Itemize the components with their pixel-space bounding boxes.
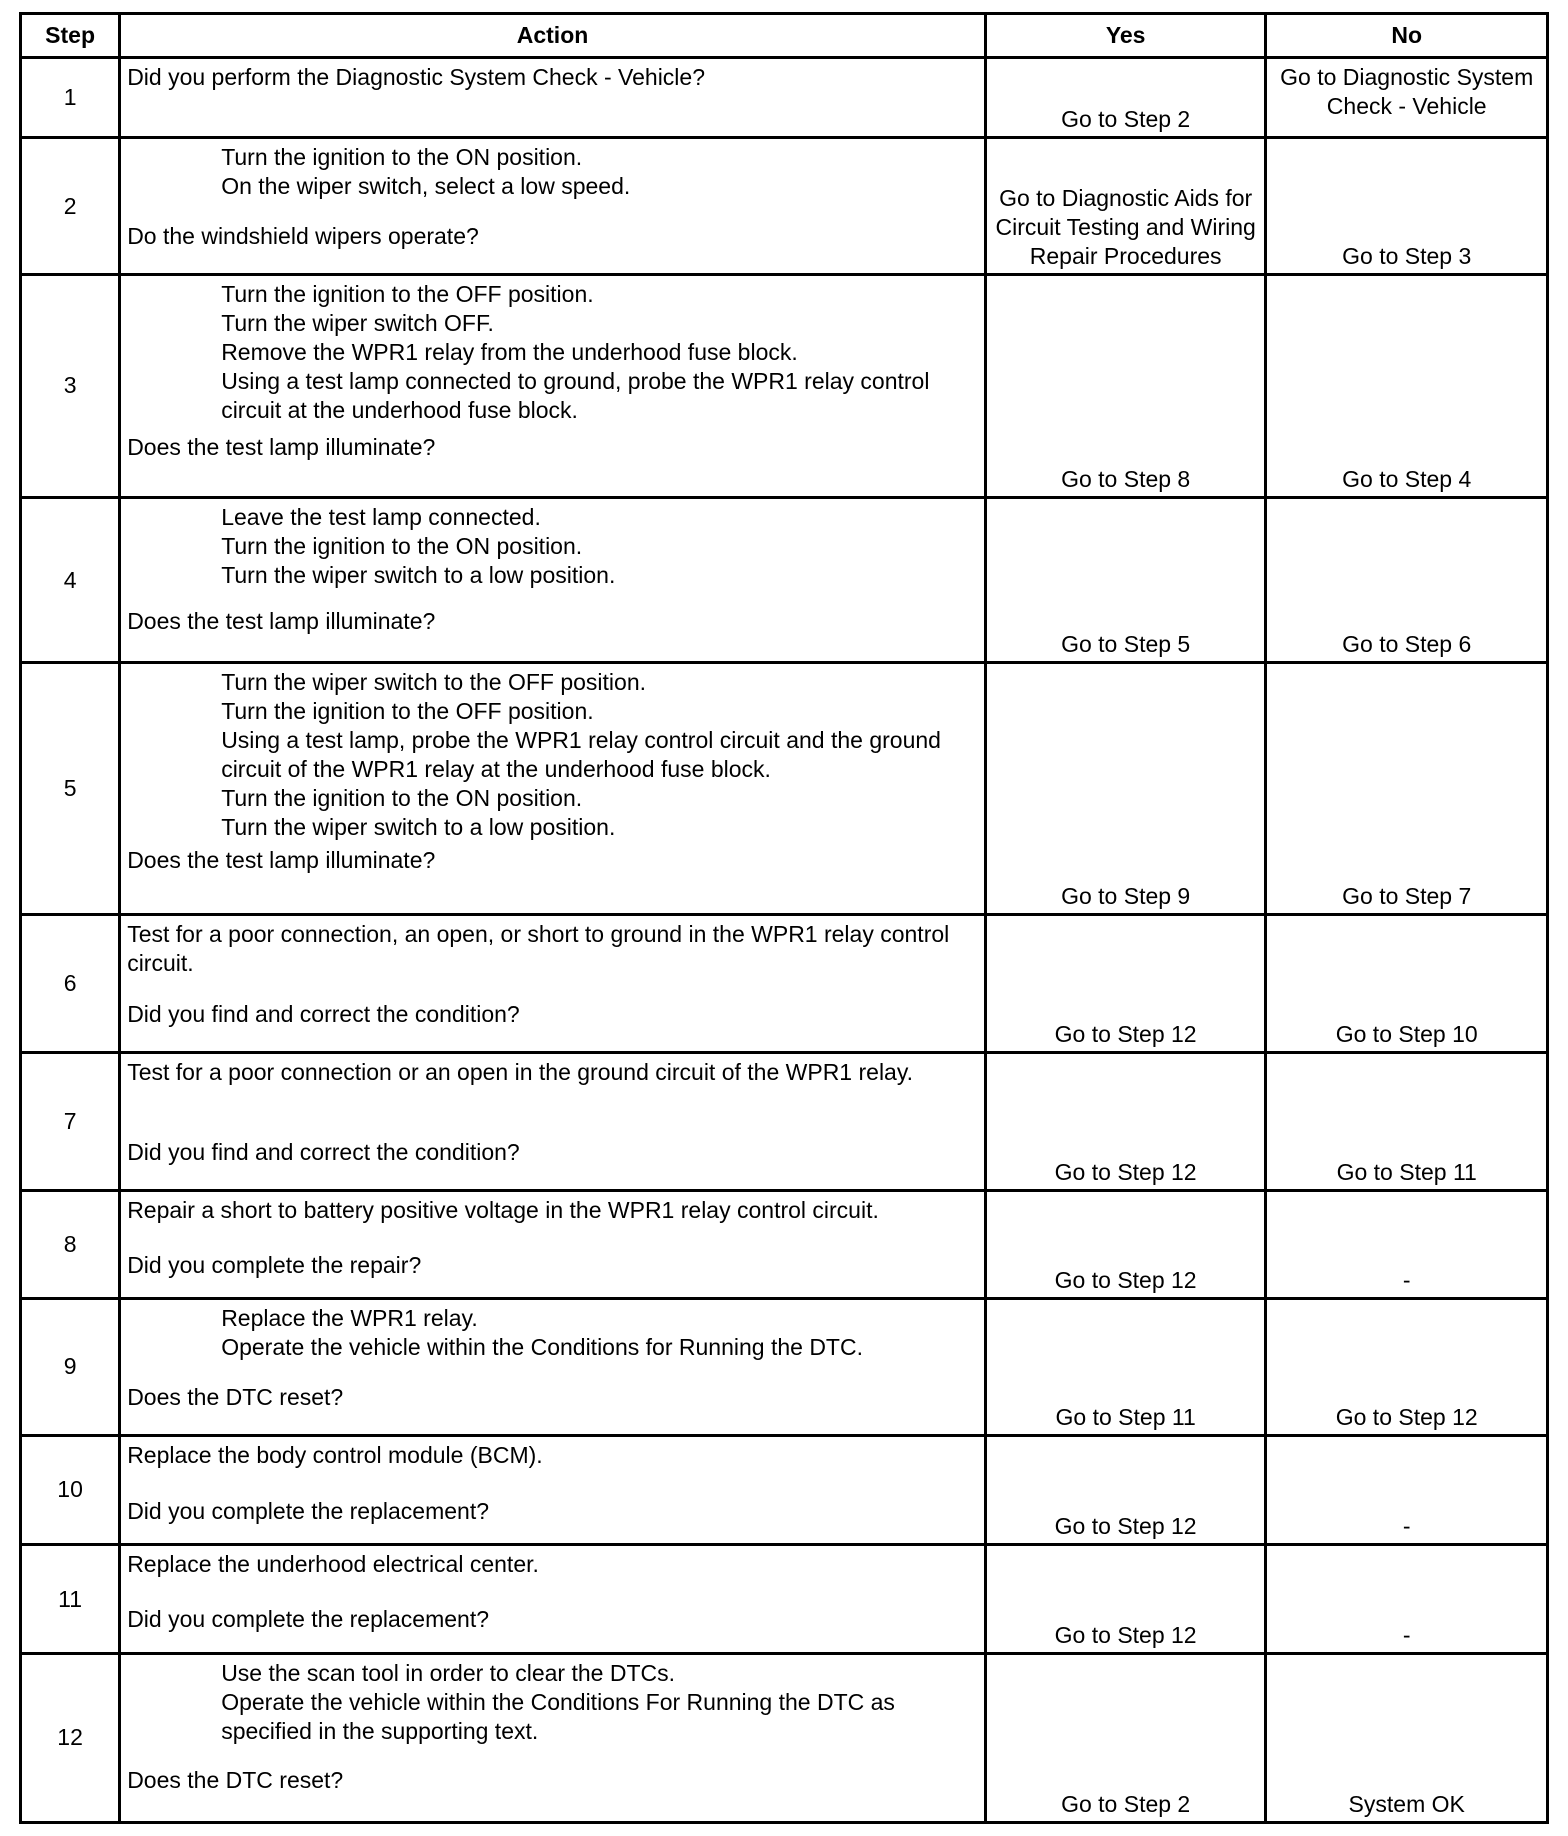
action-instruction: Turn the wiper switch OFF. [221,309,494,336]
step-number: 9 [21,1299,120,1435]
action-instruction: Turn the ignition to the ON position. [221,785,583,812]
table-row [21,1545,1548,1653]
yes-result: Go to Step 12 [985,1435,1266,1545]
action-question: Does the test lamp illuminate? [127,607,436,634]
action-question: Did you perform the Diagnostic System Check - Vehicle? [127,64,705,90]
action-instruction: Turn the ignition to the ON position. [221,144,583,171]
action-cell [120,1435,986,1545]
table-row [21,663,1548,915]
yes-result: Go to Step 12 [985,1190,1266,1298]
step-number: 2 [21,138,120,274]
step-number: 1 [21,58,120,138]
action-cell [120,1299,986,1435]
diagnostic-table [19,12,1549,1824]
header-yes: Yes [985,14,1266,58]
no-result: Go to Step 10 [1266,915,1548,1053]
header-row [21,14,1548,58]
action-instruction: Test for a poor connection or an open in the ground circuit of the WPR1 relay. [127,1059,914,1086]
action-instruction: Turn the ignition to the OFF position. [221,698,594,725]
no-result: Go to Step 7 [1266,663,1548,915]
yes-result: Go to Step 12 [985,1053,1266,1191]
action-instruction: On the wiper switch, select a low speed. [221,173,631,200]
action-instruction: Turn the wiper switch to a low position. [221,561,616,588]
action-instruction: Use the scan tool in order to clear the DTCs. [221,1659,675,1686]
table-body [21,58,1548,1823]
action-instructions [221,503,974,590]
action-instruction: Leave the test lamp connected. [221,503,541,530]
action-instruction: Turn the wiper switch to the OFF position. [221,669,647,696]
action-cell [120,915,986,1053]
no-result: - [1266,1435,1548,1545]
action-cell [120,497,986,663]
step-number: 5 [21,663,120,915]
yes-result: Go to Step 5 [985,497,1266,663]
action-question: Did you complete the replacement? [127,1606,489,1633]
action-question: Did you find and correct the condition? [127,1139,520,1166]
action-instructions [221,1659,974,1746]
yes-result: Go to Step 12 [985,1545,1266,1653]
action-cell [120,1053,986,1191]
no-result: - [1266,1545,1548,1653]
action-instruction: Turn the ignition to the OFF position. [221,280,594,307]
action-cell [120,274,986,497]
yes-result: Go to Step 12 [985,915,1266,1053]
action-question: Does the test lamp illuminate? [127,433,436,460]
no-result: System OK [1266,1653,1548,1822]
header-no: No [1266,14,1548,58]
table-row [21,138,1548,274]
action-instruction: Replace the body control module (BCM). [127,1441,543,1468]
table-row [21,1653,1548,1822]
action-instruction: Test for a poor connection, an open, or short to ground in the WPR1 relay control circuit. [127,921,950,977]
action-instructions [221,143,974,201]
action-cell [120,1190,986,1298]
action-instruction: Using a test lamp, probe the WPR1 relay control circuit and the ground circuit of the WPR1 relay at the underhood fuse block. [221,727,941,783]
table-row [21,274,1548,497]
yes-result: Go to Step 8 [985,274,1266,497]
action-cell [120,663,986,915]
action-question: Did you complete the repair? [127,1251,422,1278]
table-row [21,497,1548,663]
step-number: 3 [21,274,120,497]
action-cell [120,58,986,138]
action-question: Did you complete the replacement? [127,1497,489,1524]
yes-result: Go to Step 2 [985,1653,1266,1822]
action-question: Does the test lamp illuminate? [127,847,436,874]
step-number: 12 [21,1653,120,1822]
no-result: Go to Step 11 [1266,1053,1548,1191]
action-instruction: Remove the WPR1 relay from the underhood fuse block. [221,338,798,365]
no-result: Go to Step 6 [1266,497,1548,663]
yes-result: Go to Step 9 [985,663,1266,915]
header-action: Action [120,14,986,58]
no-result: Go to Diagnostic System Check - Vehicle [1266,58,1548,138]
table-row [21,915,1548,1053]
action-instruction: Turn the wiper switch to a low position. [221,814,616,841]
yes-result: Go to Diagnostic Aids for Circuit Testing and Wiring Repair Procedures [985,138,1266,274]
action-instruction: Replace the underhood electrical center. [127,1551,539,1578]
action-instruction: Replace the WPR1 relay. [221,1305,478,1332]
no-result: Go to Step 12 [1266,1299,1548,1435]
step-number: 4 [21,497,120,663]
action-instructions [221,668,974,842]
action-instructions [221,1304,974,1362]
no-result: - [1266,1190,1548,1298]
step-number: 11 [21,1545,120,1653]
no-result: Go to Step 3 [1266,138,1548,274]
table-row [21,1190,1548,1298]
action-cell [120,1545,986,1653]
step-number: 7 [21,1053,120,1191]
action-cell [120,138,986,274]
step-number: 10 [21,1435,120,1545]
no-result: Go to Step 4 [1266,274,1548,497]
action-question: Does the DTC reset? [127,1384,344,1411]
action-instruction: Repair a short to battery positive voltage in the WPR1 relay control circuit. [127,1196,879,1223]
action-instruction: Operate the vehicle within the Conditions For Running the DTC as specified in the supporting text. [221,1688,895,1744]
table-row [21,1435,1548,1545]
table-row [21,1299,1548,1435]
action-question: Did you find and correct the condition? [127,1001,520,1028]
table-row [21,58,1548,138]
action-question: Do the windshield wipers operate? [127,223,479,250]
step-number: 6 [21,915,120,1053]
action-instruction: Turn the ignition to the ON position. [221,532,583,559]
action-question: Does the DTC reset? [127,1766,344,1793]
action-instruction: Operate the vehicle within the Conditions for Running the DTC. [221,1334,863,1361]
table-row [21,1053,1548,1191]
action-instruction: Using a test lamp connected to ground, probe the WPR1 relay control circuit at the underhood fuse block. [221,367,930,423]
yes-result: Go to Step 11 [985,1299,1266,1435]
action-cell [120,1653,986,1822]
action-instructions [221,280,974,425]
step-number: 8 [21,1190,120,1298]
header-step: Step [21,14,120,58]
yes-result: Go to Step 2 [985,58,1266,138]
